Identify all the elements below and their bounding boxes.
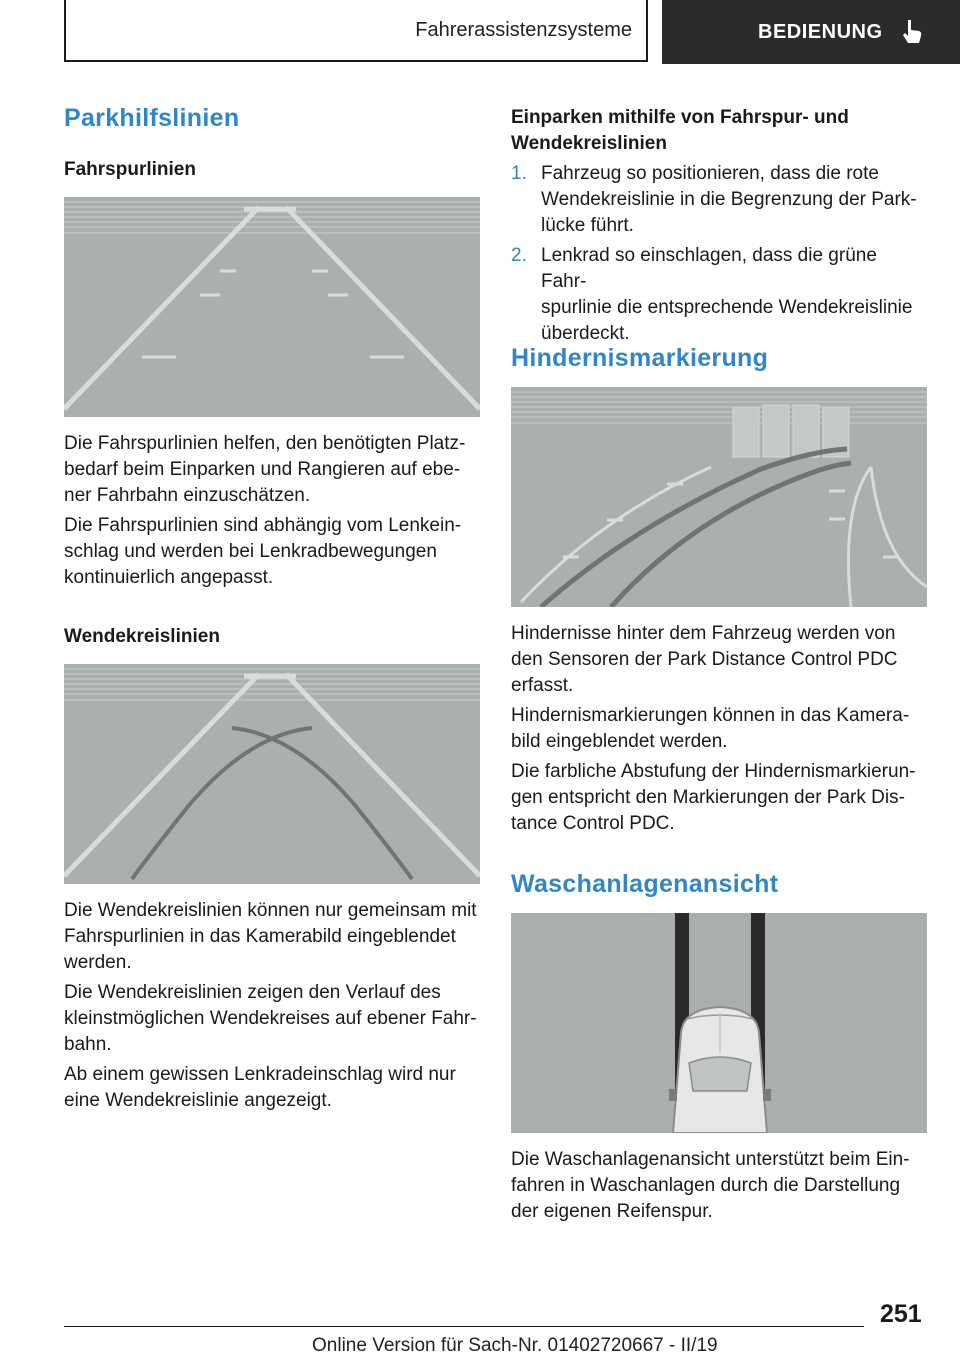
- paragraph: Hindernismarkierungen können in das Kamera- bild eingeblendet werden.: [511, 705, 910, 752]
- chapter-title: BEDIENUNG: [758, 20, 883, 43]
- paragraph: Hindernisse hinter dem Fahrzeug werden von den Sensoren der Park Distance Control PDC erfasst.: [511, 623, 898, 696]
- figure-turning-circle-lines: [64, 664, 480, 884]
- paragraph: Die Fahrspurlinien sind abhängig vom Lenkein- schlag und werden bei Lenkradbewegungen kontinuierlich angepasst.: [64, 515, 462, 588]
- section-heading-hindernismarkierung: Hindernismarkierung: [511, 344, 769, 372]
- pointing-hand-icon: [899, 18, 925, 46]
- step-number: 1.: [511, 163, 527, 184]
- step-text: Fahrzeug so positionieren, dass die rote Wendekreislinie in die Begrenzung der Park- lücke führt.: [541, 163, 917, 236]
- paragraph: Die Fahrspurlinien helfen, den benötigten Platz- bedarf beim Einparken und Rangieren auf ebe- ner Fahrbahn einzuschätzen.: [64, 433, 466, 506]
- page-number: 251: [880, 1300, 922, 1328]
- paragraph: Ab einem gewissen Lenkradeinschlag wird nur eine Wendekreislinie angezeigt.: [64, 1064, 456, 1111]
- paragraph: Die Wendekreislinien können nur gemeinsam mit Fahrspurlinien in das Kamerabild eingeblendet werden.: [64, 900, 477, 973]
- footer-version-text: Online Version für Sach-Nr. 01402720667 - II/19: [312, 1335, 718, 1356]
- section-heading-waschanlagenansicht: Waschanlagenansicht: [511, 870, 779, 898]
- subheading-fahrspurlinien: Fahrspurlinien: [64, 159, 196, 180]
- figure-lane-lines: [64, 197, 480, 417]
- step-text: Lenkrad so einschlagen, dass die grüne Fahr- spurlinie die entsprechende Wendekreislinie überdeckt.: [541, 245, 913, 344]
- chapter-tab: [662, 0, 960, 64]
- paragraph: Die farbliche Abstufung der Hindernismarkierun- gen entspricht den Markierungen der Park Dis- tance Control PDC.: [511, 761, 916, 834]
- section-title: Fahrerassistenzsysteme: [415, 18, 632, 41]
- paragraph: Die Waschanlagenansicht unterstützt beim Ein- fahren in Waschanlagen durch die Darstellung der eigenen Reifenspur.: [511, 1149, 910, 1222]
- figure-obstacle-marking: [511, 387, 927, 607]
- section-heading-parkhilfslinien: Parkhilfslinien: [64, 104, 240, 132]
- running-header: [64, 0, 648, 62]
- step-number: 2.: [511, 245, 527, 266]
- subheading-wendekreislinien: Wendekreislinien: [64, 626, 220, 647]
- footer-rule: [64, 1326, 864, 1327]
- paragraph: Die Wendekreislinien zeigen den Verlauf des kleinstmöglichen Wendekreises auf ebener Fahr- bahn.: [64, 982, 477, 1055]
- subheading-einparken: Einparken mithilfe von Fahrspur- und Wendekreislinien: [511, 107, 849, 154]
- figure-car-wash-view: [511, 913, 927, 1133]
- car-icon: [669, 1007, 771, 1133]
